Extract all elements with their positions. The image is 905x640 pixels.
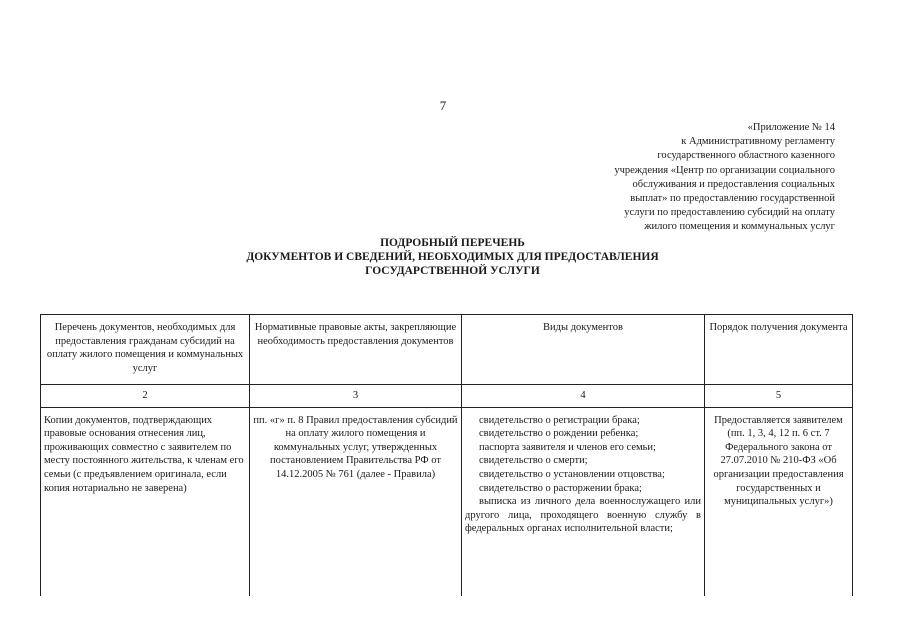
page-number: 7 [439, 98, 447, 113]
document-type-item: свидетельство о рождении ребенка; [479, 428, 639, 440]
document-type-item: свидетельство о расторжении брака; [479, 482, 642, 494]
appendix-note [545, 121, 835, 235]
appendix-line: услуги по предоставлению субсидий на оплату [624, 207, 835, 219]
cell-obtaining-procedure: Предоставляется заявителем (пп. 1, 3, 4, 12 п. 6 ст. 7 Федерального закона от 27.07.2010 № 210-ФЗ «Об организации предоставления государственных и муниципальных услуг») [705, 407, 853, 596]
column-number: 5 [705, 385, 853, 408]
column-number: 3 [250, 385, 462, 408]
header-obtaining-procedure: Порядок получения документа [705, 315, 853, 385]
appendix-line: обслуживания и предоставления социальных [632, 178, 835, 190]
appendix-line: выплат» по предоставлению государственной [630, 193, 835, 205]
appendix-line: учреждения «Центр по организации социального [614, 164, 835, 176]
title-line-2: ДОКУМЕНТОВ И СВЕДЕНИЙ, НЕОБХОДИМЫХ ДЛЯ ПРЕДОСТАВЛЕНИЯ [246, 251, 659, 263]
table-row [41, 407, 853, 596]
document-type-item: свидетельство о регистрации брака; [479, 414, 640, 426]
document-type-item: паспорта заявителя и членов его семьи; [479, 441, 656, 453]
column-number: 4 [462, 385, 705, 408]
appendix-line: жилого помещения и коммунальных услуг [644, 221, 835, 233]
header-legal-acts: Нормативные правовые акты, закрепляющие необходимость предоставления документов [250, 315, 462, 385]
column-numbers-row [41, 385, 853, 408]
table-header-row [41, 315, 853, 385]
appendix-line: «Приложение № 14 [747, 122, 835, 133]
cell-documents-list: Копии документов, подтверждающих правовые основания отнесения лиц, проживающих совместно с заявителем по месту постоянного жительства, к членам его семьи (с предъявлением оригинала, если копия нотариально не заверена) [41, 407, 250, 596]
document-type-item: свидетельство о установлении отцовства; [479, 468, 665, 480]
header-documents-list: Перечень документов, необходимых для предоставления гражданам субсидий на оплату жилого помещения и коммунальных услуг [41, 315, 250, 385]
document-type-item: свидетельство о смерти; [479, 455, 588, 467]
header-document-types: Виды документов [462, 315, 705, 385]
cell-legal-acts: пп. «г» п. 8 Правил предоставления субсидий на оплату жилого помещения и коммунальных услуг, утвержденных постановлением Правительства РФ от 14.12.2005 № 761 (далее - Правила) [250, 407, 462, 596]
cell-document-types [462, 407, 705, 596]
title-line-3: ГОСУДАРСТВЕННОЙ УСЛУГИ [365, 265, 540, 277]
documents-table [40, 314, 853, 596]
column-number: 2 [41, 385, 250, 408]
document-type-item: выписка из личного дела военнослужащего или другого лица, проходящего военную службу в федеральных органах исполнительной власти; [465, 496, 701, 535]
appendix-line: государственного областного казенного [657, 150, 835, 162]
appendix-line: к Административному регламенту [681, 136, 835, 148]
document-title [0, 236, 905, 278]
title-line-1: ПОДРОБНЫЙ ПЕРЕЧЕНЬ [380, 237, 525, 249]
